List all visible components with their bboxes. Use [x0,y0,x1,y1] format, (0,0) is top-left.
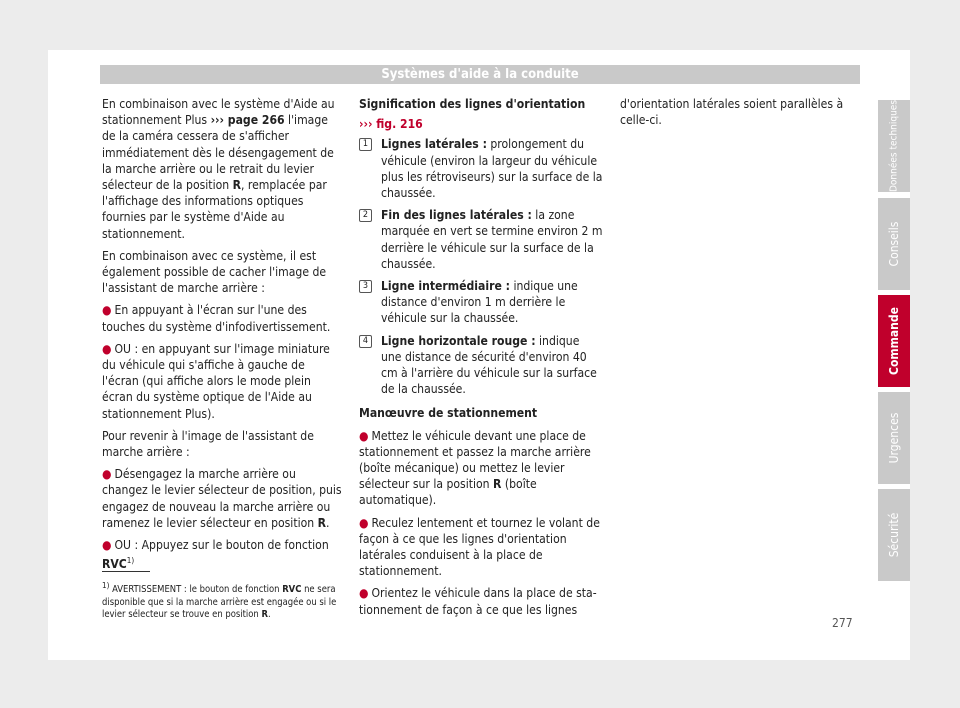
text: Orientez le véhicule dans la place de stationnement de façon à ce que les lignes [359,586,597,617]
tab-commande[interactable] [878,295,910,387]
item-text: indique une distance de sécurité d'environ 40 cm à l'arrière du véhicule sur la surface de la chaussée. [381,333,597,397]
text: l'image de la caméra cessera de s'afficher immédiatement dès le désengagement de la marche arrière ou le retrait du levier sélecteur de la position [102,113,334,193]
orientation-item-2 [359,207,603,272]
bullet-icon: ● [102,467,112,482]
footnote-divider [102,571,150,572]
tab-donnees-techniques[interactable] [878,100,910,192]
bullet-icon: ● [359,515,369,530]
number-badge: 1 [359,138,372,151]
number-badge: 4 [359,335,372,348]
section-heading: Signification des lignes d'orientation [359,97,586,111]
figure-link[interactable]: ››› fig. 216 [359,117,423,132]
text: AVERTISSEMENT : le bouton de fonction [109,584,283,596]
bullet-item [359,515,603,580]
paragraph: En combinaison avec ce système, il est également possible de cacher l'image de l'assistant de marche arrière : [102,248,327,296]
rvc-label: RVC [102,557,127,572]
orientation-item-1 [359,136,603,201]
bullet-icon: ● [102,538,112,553]
bullet-item [359,585,603,617]
tab-label: Conseils [887,221,901,267]
paragraph: Pour revenir à l'image de l'assistant de marche arrière : [102,428,314,460]
number-badge: 2 [359,209,372,222]
page-header: Systèmes d'aide à la conduite [100,65,860,84]
bullet-icon: ● [102,303,112,318]
text: En combinaison avec le système d'Aide au stationnement Plus [102,97,335,128]
item-text: prolongement du véhicule (environ la largeur du véhicule plus les rétroviseurs) sur la surface de la chaussée. [381,137,603,201]
item-text: indique une distance d'environ 1 m derrière le véhicule sur la chaussée. [381,279,578,326]
tab-label: Données techniques [888,99,900,193]
bullet-item [102,466,342,531]
item-text: la zone marquée en vert se termine environ 2 m derrière le véhicule sur la surface de la chaussée. [381,208,603,271]
text: OU : Appuyez sur le bouton de fonction [114,538,329,553]
item-label: Lignes latérales : [381,137,487,152]
text: ne sera disponible que si la marche arrière est engagée ou si le levier sélecteur se trouve en position [102,584,337,621]
paragraph: d'orientation latérales soient parallèles à celle-ci. [620,97,844,128]
text: . [267,609,271,621]
tab-label: Urgences [887,412,901,464]
page-link[interactable]: ››› page 266 [210,113,285,128]
position-r: R [493,477,502,492]
column-3 [620,96,856,134]
tab-securite[interactable] [878,489,910,581]
number-badge: 3 [359,280,372,293]
bullet-icon: ● [359,428,369,443]
item-label: Fin des lignes latérales : [381,208,532,223]
position-r: R [261,609,268,621]
orientation-item-4 [359,333,603,398]
bullet-item [359,428,603,509]
item-label: Ligne horizontale rouge : [381,333,536,348]
position-r: R [232,178,241,193]
footnote [102,580,342,622]
rvc-label: RVC [282,584,302,596]
text: , remplacée par l'affichage des informations optiques fournies par le système d'Aide au stationnement. [102,178,327,241]
bullet-item [102,302,342,334]
paragraph [102,96,342,242]
bullet-item [102,537,342,572]
text: . [326,515,330,530]
footnote-marker: 1) [102,581,110,590]
item-label: Ligne intermédiaire : [381,279,510,294]
bullet-icon: ● [359,586,369,601]
text: OU : en appuyant sur l'image miniature du véhicule qui s'affiche à gauche de l'écran (qui affiche alors le mode plein écran du système optique de l'Aide au stationnement Plus). [102,341,330,421]
position-r: R [317,515,327,530]
tab-urgences[interactable] [878,392,910,484]
bullet-icon: ● [102,341,112,356]
orientation-item-3 [359,278,603,327]
text: Désengagez la marche arrière ou changez le levier sélecteur de position, puis engagez de nouveau la marche arrière ou ramenez le levier sélecteur en position [102,467,342,530]
tab-label: Sécurité [887,512,901,558]
text: Mettez le véhicule devant une place de stationnement et passez la marche arrière (boîte mécanique) ou mettez le levier sélecteur sur la position [359,428,591,492]
section-heading: Manœuvre de stationnement [359,406,538,421]
column-1 [102,96,342,579]
text: (boîte automatique). [359,477,537,508]
bullet-item [102,341,342,422]
text: Reculez lentement et tournez le volant de façon à ce que les lignes d'orientation latérales conduisent à la place de stationnement. [359,515,600,579]
column-2 [359,96,603,624]
page-number: 277 [832,616,853,630]
tab-conseils[interactable] [878,198,910,290]
tab-label: Commande [887,307,901,375]
footnote-ref[interactable]: 1) [126,556,135,566]
text: En appuyant à l'écran sur l'une des touches du système d'infodivertissement. [102,303,331,334]
